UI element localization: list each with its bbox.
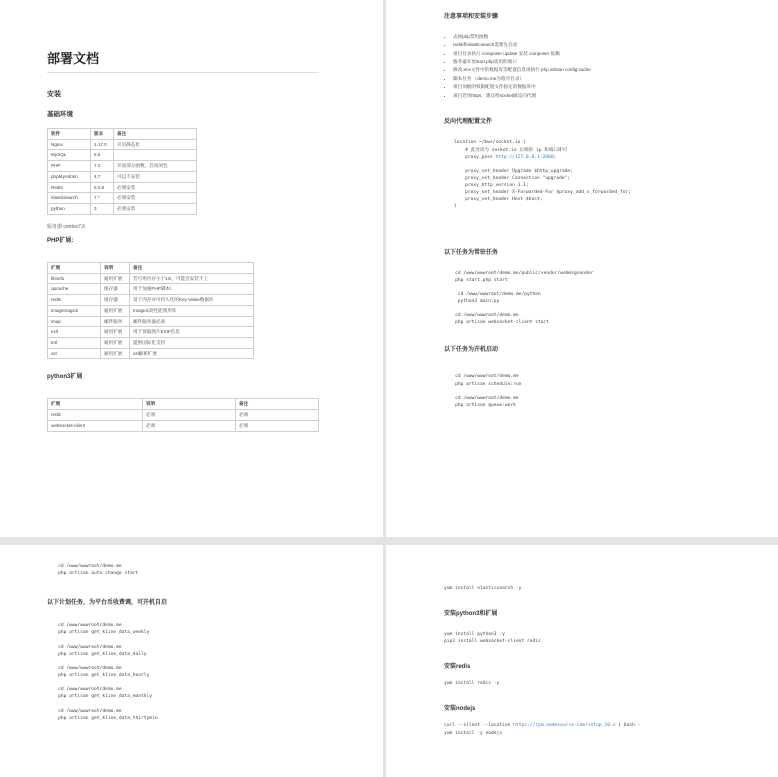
table-cell: 1.17.0: [91, 139, 114, 150]
table-cell: 通用扩展: [101, 338, 130, 349]
table-cell: 若可用内存小于1G，可能会安装不上: [130, 273, 254, 284]
table-row: [48, 316, 254, 327]
table-cell: 必须: [236, 420, 319, 431]
auto-change-code: cd /www/wwwroot/demo.me php artisan auto_change start: [58, 564, 139, 577]
table-cell: 必须安装: [114, 204, 197, 215]
proxy-config-block: [454, 139, 778, 210]
table-cell: 缓存器: [101, 295, 130, 306]
proxy-link[interactable]: http://127.0.0.1:2000: [495, 154, 554, 160]
table-cell: phpMyAdmin: [48, 171, 91, 182]
table-row: [48, 284, 254, 295]
code-text: ; proxy_set_header Upgrade $http_upgrade; proxy_set_header Connection "upgrade"; proxy_http_version 1.1; proxy_set_header X-Forwarded-For $proxy_add_x_forwarded_for; proxy_set_header Host $host; }: [454, 154, 632, 210]
table-cell: 开放部分函数，启动闭包: [114, 161, 197, 172]
table-header-cell: 版本: [91, 129, 114, 140]
table-header-cell: 备注: [236, 399, 319, 410]
notes-list: [444, 34, 778, 98]
table-row: [48, 171, 197, 182]
php-ext-table: [47, 262, 254, 360]
table-cell: 7.2: [91, 161, 114, 172]
server-os-note: 服务器 centos7.6: [47, 223, 86, 230]
python-ext-table: [47, 398, 319, 431]
table-cell: 用于读取图片EXIF信息: [130, 327, 254, 338]
list-item: • 去掉php禁用函数: [453, 34, 778, 40]
base-env-heading: 基础环境: [47, 111, 73, 118]
table-cell: xsl解析扩展: [130, 348, 254, 359]
table-cell: intl: [48, 338, 101, 349]
table-row: [48, 193, 197, 204]
table-cell: opcache: [48, 284, 101, 295]
table-row: [48, 420, 319, 431]
table-cell: 必须安装: [114, 193, 197, 204]
table-cell: 通用扩展: [101, 327, 130, 338]
document-page-3: [0, 545, 383, 777]
redis-install-heading: 安装redis: [444, 664, 471, 671]
table-cell: 基于内存亦可持久化的Key-Value数据库: [130, 295, 254, 306]
notes-heading: 注意事项和安装步骤: [444, 14, 499, 20]
list-item: • 服务器开放start.php需用的端口: [453, 59, 778, 65]
table-header-row: [48, 262, 254, 273]
list-item: • 项目若用https，建议给socket做反向代理: [453, 93, 778, 99]
proxy-heading: 反向代理配置文件: [444, 119, 493, 126]
table-cell: 通用扩展: [101, 305, 130, 316]
nodejs-install-code: [444, 722, 778, 736]
document-title: 部署文档: [47, 48, 319, 73]
python-install-heading: 安装python3和扩展: [444, 611, 498, 618]
table-cell: 必须: [143, 420, 236, 431]
nodesource-link[interactable]: https://rpm.nodesource.com/setup_10.x: [513, 723, 616, 729]
table-cell: imagemagick: [48, 305, 101, 316]
table-cell: redis: [48, 295, 101, 306]
table-cell: python: [48, 204, 91, 215]
code-text: curl --silent --location: [444, 723, 514, 729]
table-row: [48, 338, 254, 349]
table-cell: websocket-client: [48, 420, 143, 431]
table-header-cell: 备注: [130, 262, 254, 273]
table-header-cell: 扩展: [48, 262, 101, 273]
table-cell: xsl: [48, 348, 101, 359]
table-cell: 必须安装: [114, 182, 197, 193]
php-ext-heading: PHP扩展:: [47, 237, 74, 244]
table-cell: 5.0.6: [91, 182, 114, 193]
table-cell: 必须: [143, 410, 236, 421]
table-header-cell: 说明: [101, 262, 130, 273]
list-item: • 脚本任务 （demo.me为程序目录）: [453, 76, 778, 82]
table-header-row: [48, 399, 319, 410]
cron-tasks-code: cd /www/wwwroot/demo.me php artisan get_kline_data_weekly cd /www/wwwroot/demo.me php artisan get_kline_data_daily cd /www/wwwroot/demo.me php artisan get_kline_data_hourly cd /www/wwwroot/demo.me php artisan get_kline_data_monthly cd /www/wwwroot/demo.me php artisan get_kline_data_thirtymin: [58, 623, 158, 721]
table-cell: 可以不安装: [114, 171, 197, 182]
list-item: • 修改.env文件中的数据库等配置信息再执行 php artisan config:cache: [453, 67, 778, 73]
table-row: [48, 348, 254, 359]
table-row: [48, 295, 254, 306]
boot-tasks-code: cd /www/wwwroot/demo.me php artisan schedule:run cd /www/wwwroot/demo.me php artisan queue:work: [455, 374, 522, 408]
boot-tasks-heading: 以下任务为开机启动: [444, 347, 499, 354]
table-cell: exif: [48, 327, 101, 338]
table-cell: 必须: [236, 410, 319, 421]
document-page-1: [0, 0, 383, 537]
code-text: | bash - yum install -y nodejs: [444, 723, 641, 736]
python-ext-heading: python3扩展: [47, 374, 83, 381]
table-cell: imap: [48, 316, 101, 327]
table-cell: 缓存器: [101, 284, 130, 295]
table-cell: elasticsearch: [48, 193, 91, 204]
document-page-2: [386, 0, 778, 537]
table-header-cell: 备注: [114, 129, 197, 140]
table-row: [48, 150, 197, 161]
code-text: location ~/bws/socket.io { # 此处改为 socket.io 后端的 ip 和端口即可 proxy_pass: [454, 140, 568, 160]
env-table: [47, 128, 197, 215]
table-cell: 邮件服务器必备: [130, 316, 254, 327]
table-row: [48, 305, 254, 316]
table-row: [48, 327, 254, 338]
table-row: [48, 182, 197, 193]
table-cell: 提供国际化支持: [130, 338, 254, 349]
table-cell: 用于加速PHP脚本!: [130, 284, 254, 295]
table-cell: redis: [48, 410, 143, 421]
nodejs-install-heading: 安装nodejs: [444, 706, 476, 713]
document-page-4: [386, 545, 778, 777]
table-header-cell: 说明: [143, 399, 236, 410]
python-install-code: yum install python3 -y pip3 install websocket-client redis: [444, 632, 541, 645]
redis-install-code: yum install redis -y: [444, 681, 500, 687]
table-row: [48, 204, 197, 215]
table-cell: Imagick高性能图形库: [130, 305, 254, 316]
table-cell: Redis: [48, 182, 91, 193]
table-header-row: [48, 129, 197, 140]
table-cell: 开启静态化: [114, 139, 197, 150]
list-item: • 项目顶级的权限配置文件指定的数据库中: [453, 84, 778, 90]
es-install-code: yum install elasticsearch -y: [444, 586, 522, 591]
table-cell: 4.7: [91, 171, 114, 182]
resident-tasks-code: cd /www/wwwroot/demo.me/public/vendor/webmsgsender php start.php start cd /www/wwwroot/demo.me/python python3 main.py cd /www/wwwroot/demo.me php artisan websocket-client start: [455, 270, 594, 326]
table-row: [48, 161, 197, 172]
table-cell: 7.*: [91, 193, 114, 204]
table-cell: PHP: [48, 161, 91, 172]
resident-tasks-heading: 以下任务为常驻任务: [444, 249, 499, 256]
table-row: [48, 410, 319, 421]
install-heading: 安装: [47, 91, 61, 98]
table-header-cell: 扩展: [48, 399, 143, 410]
table-cell: 通用扩展: [101, 348, 130, 359]
table-cell: [114, 150, 197, 161]
list-item: • redis和elasticsearch需要先启动: [453, 42, 778, 48]
table-cell: Nginx: [48, 139, 91, 150]
table-cell: fileinfo: [48, 273, 101, 284]
table-cell: 通用扩展: [101, 273, 130, 284]
list-item: • 项目目录执行 composer update 安装 composer 依赖: [453, 51, 778, 57]
cron-tasks-heading: 以下计划任务，为平台币收费调，可开机自启: [47, 600, 168, 607]
table-header-cell: 软件: [48, 129, 91, 140]
table-cell: 3: [91, 204, 114, 215]
table-row: [48, 273, 254, 284]
table-cell: 5.6: [91, 150, 114, 161]
table-row: [48, 139, 197, 150]
table-cell: MySQL: [48, 150, 91, 161]
table-cell: 邮件服务: [101, 316, 130, 327]
